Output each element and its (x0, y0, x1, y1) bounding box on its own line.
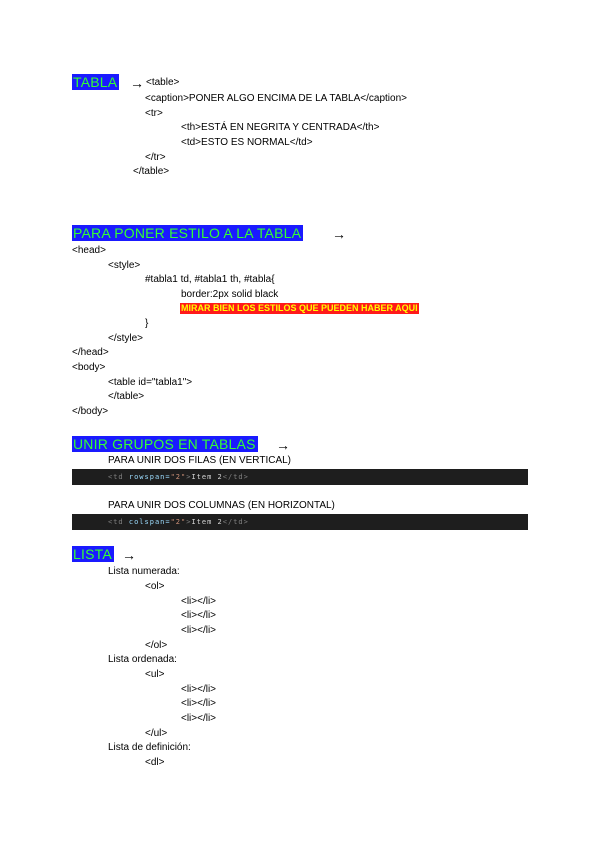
heading-estilo: PARA PONER ESTILO A LA TABLA (73, 225, 302, 241)
code-line: </body> (72, 406, 109, 417)
code-line: <dl> (145, 757, 165, 768)
highlight-note: MIRAR BIEN LOS ESTILOS QUE PUEDEN HABER AQUI (181, 303, 418, 313)
code-line: <style> (108, 260, 141, 271)
code-line: <table> (146, 77, 180, 88)
code-line: <li></li> (181, 698, 217, 709)
heading-unir: UNIR GRUPOS EN TABLAS (73, 436, 256, 452)
arrow-icon: → (130, 75, 144, 91)
code-line: } (145, 318, 149, 329)
arrow-icon: → (332, 226, 346, 242)
list-label: Lista ordenada: (108, 654, 177, 665)
code-line: <ol> (145, 581, 165, 592)
arrow-icon: → (276, 437, 290, 453)
code-line: <body> (72, 362, 106, 373)
heading-lista: LISTA (73, 546, 112, 562)
code-line: </tr> (145, 152, 166, 163)
code-line: </head> (72, 347, 109, 358)
heading-tabla: TABLA (73, 74, 118, 90)
code-block-rowspan: <td rowspan="2">Item 2</td> (72, 469, 528, 485)
code-line: <td>ESTO ES NORMAL</td> (181, 137, 313, 148)
code-line: #tabla1 td, #tabla1 th, #tabla{ (145, 274, 275, 285)
code-line: </ul> (145, 728, 168, 739)
code-line: <caption>PONER ALGO ENCIMA DE LA TABLA</caption> (145, 93, 407, 104)
code-line: </style> (108, 333, 144, 344)
code-line: <li></li> (181, 684, 217, 695)
code-line: <th>ESTÁ EN NEGRITA Y CENTRADA</th> (181, 122, 380, 133)
code-line: <li></li> (181, 596, 217, 607)
list-label: Lista de definición: (108, 742, 191, 753)
arrow-icon: → (122, 547, 136, 563)
filas-label: PARA UNIR DOS FILAS (EN VERTICAL) (108, 455, 292, 466)
code-block-colspan: <td colspan="2">Item 2</td> (72, 514, 528, 530)
code-line: <tr> (145, 108, 163, 119)
list-label: Lista numerada: (108, 566, 180, 577)
code-line: <ul> (145, 669, 165, 680)
code-line: <table id="tabla1"> (108, 377, 193, 388)
columnas-label: PARA UNIR DOS COLUMNAS (EN HORIZONTAL) (108, 500, 335, 511)
code-line: </ol> (145, 640, 168, 651)
code-line: </table> (108, 391, 145, 402)
code-line: </table> (133, 166, 170, 177)
code-line: <li></li> (181, 625, 217, 636)
code-line: border:2px solid black (181, 289, 279, 300)
code-line: <head> (72, 245, 106, 256)
code-line: <li></li> (181, 610, 217, 621)
code-line: <li></li> (181, 713, 217, 724)
